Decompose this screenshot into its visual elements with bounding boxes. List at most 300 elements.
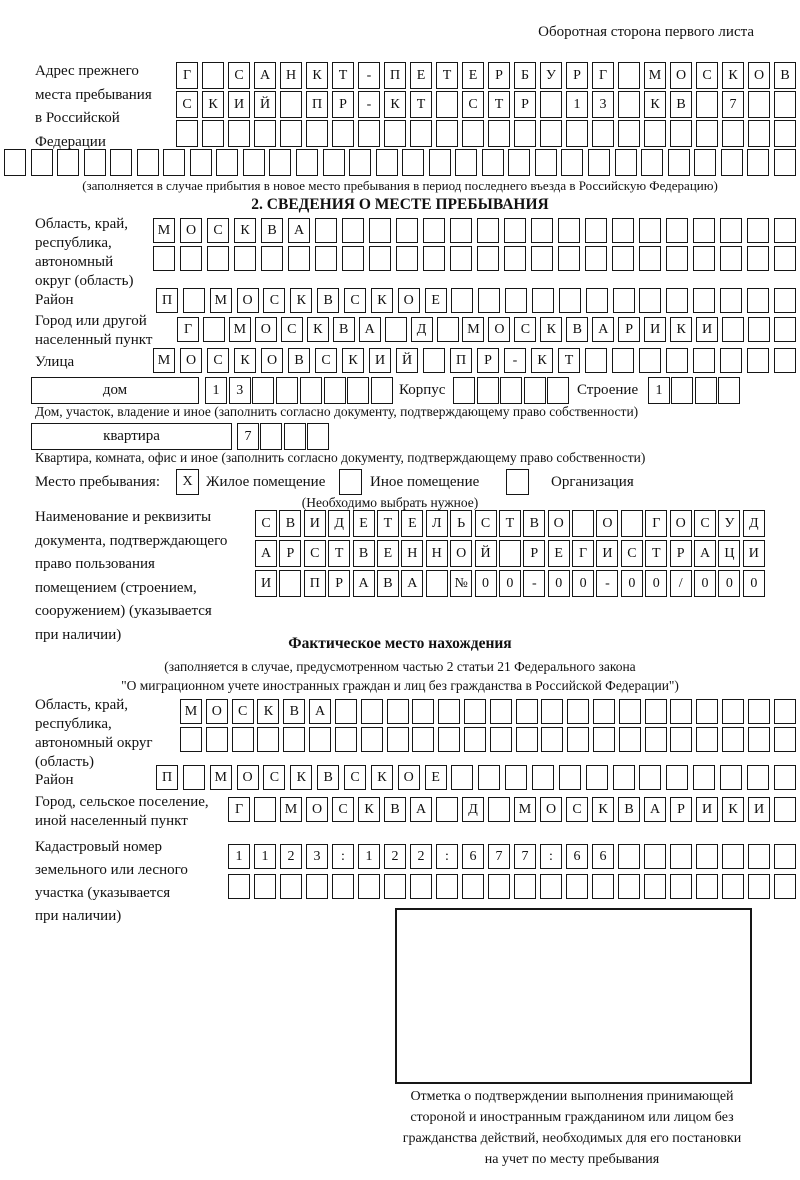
char-cell[interactable]: [612, 218, 634, 243]
char-cell[interactable]: [464, 727, 486, 752]
char-cell[interactable]: 1: [254, 844, 276, 869]
char-cell[interactable]: [615, 149, 637, 176]
char-cell[interactable]: О: [488, 317, 510, 342]
char-cell[interactable]: [774, 91, 796, 118]
char-cell[interactable]: О: [206, 699, 228, 724]
char-cell[interactable]: [621, 510, 643, 537]
char-cell[interactable]: О: [398, 288, 420, 313]
char-cell[interactable]: [639, 246, 661, 271]
char-cell[interactable]: [254, 874, 276, 899]
char-cell[interactable]: [451, 288, 473, 313]
char-cell[interactable]: [541, 727, 563, 752]
char-cell[interactable]: 0: [621, 570, 643, 597]
char-cell[interactable]: [309, 727, 331, 752]
char-cell[interactable]: [593, 727, 615, 752]
char-cell[interactable]: [696, 874, 718, 899]
char-cell[interactable]: [396, 246, 418, 271]
char-cell[interactable]: [387, 727, 409, 752]
char-cell[interactable]: [748, 120, 770, 147]
char-cell[interactable]: [693, 246, 715, 271]
char-cell[interactable]: [722, 120, 744, 147]
char-cell[interactable]: И: [255, 570, 277, 597]
char-cell[interactable]: [438, 727, 460, 752]
char-cell[interactable]: [566, 874, 588, 899]
char-cell[interactable]: М: [644, 62, 666, 89]
char-cell[interactable]: 1: [205, 377, 227, 404]
char-cell[interactable]: В: [283, 699, 305, 724]
char-cell[interactable]: [315, 218, 337, 243]
char-cell[interactable]: [504, 218, 526, 243]
char-cell[interactable]: [722, 699, 744, 724]
char-cell[interactable]: [306, 120, 328, 147]
char-cell[interactable]: [693, 288, 715, 313]
char-cell[interactable]: Е: [425, 288, 447, 313]
char-cell[interactable]: К: [670, 317, 692, 342]
char-cell[interactable]: [437, 317, 459, 342]
char-cell[interactable]: [747, 149, 769, 176]
char-cell[interactable]: С: [304, 540, 326, 567]
char-cell[interactable]: [324, 377, 346, 404]
char-cell[interactable]: [644, 874, 666, 899]
char-cell[interactable]: И: [596, 540, 618, 567]
char-cell[interactable]: [280, 91, 302, 118]
char-cell[interactable]: О: [540, 797, 562, 822]
char-cell[interactable]: [488, 874, 510, 899]
char-cell[interactable]: [396, 218, 418, 243]
char-cell[interactable]: [276, 377, 298, 404]
char-cell[interactable]: Й: [254, 91, 276, 118]
char-cell[interactable]: [514, 874, 536, 899]
char-cell[interactable]: [585, 348, 607, 373]
char-cell[interactable]: -: [504, 348, 526, 373]
char-cell[interactable]: К: [257, 699, 279, 724]
char-cell[interactable]: [436, 874, 458, 899]
stay-organization-checkbox[interactable]: [506, 469, 529, 495]
char-cell[interactable]: [153, 246, 175, 271]
char-cell[interactable]: -: [596, 570, 618, 597]
char-cell[interactable]: [593, 699, 615, 724]
char-cell[interactable]: [477, 246, 499, 271]
char-cell[interactable]: [4, 149, 26, 176]
char-cell[interactable]: Р: [328, 570, 350, 597]
char-cell[interactable]: [315, 246, 337, 271]
char-cell[interactable]: [774, 149, 796, 176]
char-cell[interactable]: В: [261, 218, 283, 243]
char-cell[interactable]: Т: [410, 91, 432, 118]
char-cell[interactable]: И: [748, 797, 770, 822]
char-cell[interactable]: А: [694, 540, 716, 567]
char-cell[interactable]: [296, 149, 318, 176]
char-cell[interactable]: [774, 288, 796, 313]
char-cell[interactable]: [774, 699, 796, 724]
char-cell[interactable]: Г: [228, 797, 250, 822]
char-cell[interactable]: [477, 218, 499, 243]
char-cell[interactable]: Л: [426, 510, 448, 537]
char-cell[interactable]: [747, 348, 769, 373]
char-cell[interactable]: [666, 765, 688, 790]
char-cell[interactable]: Р: [332, 91, 354, 118]
char-cell[interactable]: О: [237, 765, 259, 790]
char-cell[interactable]: В: [377, 570, 399, 597]
char-cell[interactable]: [531, 246, 553, 271]
char-cell[interactable]: Р: [477, 348, 499, 373]
char-cell[interactable]: Р: [514, 91, 536, 118]
char-cell[interactable]: [306, 874, 328, 899]
char-cell[interactable]: [183, 765, 205, 790]
char-cell[interactable]: 0: [645, 570, 667, 597]
char-cell[interactable]: 1: [358, 844, 380, 869]
char-cell[interactable]: У: [540, 62, 562, 89]
char-cell[interactable]: [720, 765, 742, 790]
char-cell[interactable]: [572, 510, 594, 537]
char-cell[interactable]: [216, 149, 238, 176]
char-cell[interactable]: [163, 149, 185, 176]
char-cell[interactable]: [670, 844, 692, 869]
char-cell[interactable]: Г: [572, 540, 594, 567]
char-cell[interactable]: [488, 120, 510, 147]
char-cell[interactable]: [670, 874, 692, 899]
char-cell[interactable]: [645, 727, 667, 752]
char-cell[interactable]: [585, 218, 607, 243]
char-cell[interactable]: [438, 699, 460, 724]
char-cell[interactable]: [349, 149, 371, 176]
stay-residential-checkbox[interactable]: X: [176, 469, 199, 495]
char-cell[interactable]: М: [462, 317, 484, 342]
char-cell[interactable]: П: [450, 348, 472, 373]
char-cell[interactable]: Т: [645, 540, 667, 567]
char-cell[interactable]: [410, 874, 432, 899]
char-cell[interactable]: [693, 348, 715, 373]
char-cell[interactable]: [558, 246, 580, 271]
char-cell[interactable]: [693, 765, 715, 790]
char-cell[interactable]: В: [288, 348, 310, 373]
char-cell[interactable]: [450, 246, 472, 271]
char-cell[interactable]: [387, 699, 409, 724]
char-cell[interactable]: О: [261, 348, 283, 373]
char-cell[interactable]: Т: [332, 62, 354, 89]
char-cell[interactable]: [774, 765, 796, 790]
char-cell[interactable]: [482, 149, 504, 176]
char-cell[interactable]: Е: [401, 510, 423, 537]
char-cell[interactable]: 0: [548, 570, 570, 597]
char-cell[interactable]: [31, 149, 53, 176]
char-cell[interactable]: Е: [462, 62, 484, 89]
char-cell[interactable]: 0: [694, 570, 716, 597]
char-cell[interactable]: С: [344, 765, 366, 790]
char-cell[interactable]: [228, 874, 250, 899]
char-cell[interactable]: [376, 149, 398, 176]
char-cell[interactable]: [453, 377, 475, 404]
char-cell[interactable]: [429, 149, 451, 176]
char-cell[interactable]: И: [644, 317, 666, 342]
char-cell[interactable]: С: [462, 91, 484, 118]
char-cell[interactable]: [618, 120, 640, 147]
char-cell[interactable]: [747, 246, 769, 271]
char-cell[interactable]: П: [304, 570, 326, 597]
char-cell[interactable]: [361, 699, 383, 724]
char-cell[interactable]: [696, 91, 718, 118]
char-cell[interactable]: Е: [410, 62, 432, 89]
char-cell[interactable]: О: [237, 288, 259, 313]
char-cell[interactable]: [283, 727, 305, 752]
char-cell[interactable]: [455, 149, 477, 176]
char-cell[interactable]: П: [306, 91, 328, 118]
char-cell[interactable]: Г: [592, 62, 614, 89]
char-cell[interactable]: [260, 423, 282, 450]
char-cell[interactable]: К: [371, 765, 393, 790]
char-cell[interactable]: Ь: [450, 510, 472, 537]
char-cell[interactable]: 3: [229, 377, 251, 404]
char-cell[interactable]: Б: [514, 62, 536, 89]
char-cell[interactable]: [747, 765, 769, 790]
char-cell[interactable]: [504, 246, 526, 271]
char-cell[interactable]: [412, 699, 434, 724]
char-cell[interactable]: [639, 765, 661, 790]
char-cell[interactable]: 1: [566, 91, 588, 118]
char-cell[interactable]: А: [255, 540, 277, 567]
char-cell[interactable]: В: [317, 288, 339, 313]
char-cell[interactable]: 7: [237, 423, 259, 450]
char-cell[interactable]: 7: [514, 844, 536, 869]
char-cell[interactable]: Д: [462, 797, 484, 822]
char-cell[interactable]: О: [670, 62, 692, 89]
char-cell[interactable]: [505, 288, 527, 313]
char-cell[interactable]: С: [255, 510, 277, 537]
char-cell[interactable]: Д: [411, 317, 433, 342]
char-cell[interactable]: [720, 218, 742, 243]
char-cell[interactable]: [774, 727, 796, 752]
char-cell[interactable]: [307, 423, 329, 450]
char-cell[interactable]: [323, 149, 345, 176]
char-cell[interactable]: Й: [396, 348, 418, 373]
char-cell[interactable]: [639, 348, 661, 373]
char-cell[interactable]: [478, 765, 500, 790]
char-cell[interactable]: М: [210, 288, 232, 313]
char-cell[interactable]: Р: [670, 540, 692, 567]
char-cell[interactable]: Т: [436, 62, 458, 89]
stay-other-premises-checkbox[interactable]: [339, 469, 362, 495]
char-cell[interactable]: [202, 120, 224, 147]
char-cell[interactable]: [280, 120, 302, 147]
char-cell[interactable]: [774, 246, 796, 271]
char-cell[interactable]: В: [317, 765, 339, 790]
char-cell[interactable]: [567, 727, 589, 752]
char-cell[interactable]: А: [309, 699, 331, 724]
char-cell[interactable]: 0: [475, 570, 497, 597]
char-cell[interactable]: 0: [499, 570, 521, 597]
char-cell[interactable]: О: [255, 317, 277, 342]
char-cell[interactable]: С: [332, 797, 354, 822]
char-cell[interactable]: Д: [328, 510, 350, 537]
char-cell[interactable]: /: [670, 570, 692, 597]
char-cell[interactable]: Г: [176, 62, 198, 89]
char-cell[interactable]: М: [280, 797, 302, 822]
char-cell[interactable]: А: [359, 317, 381, 342]
char-cell[interactable]: [402, 149, 424, 176]
char-cell[interactable]: [722, 844, 744, 869]
char-cell[interactable]: [748, 91, 770, 118]
char-cell[interactable]: [514, 120, 536, 147]
char-cell[interactable]: [254, 120, 276, 147]
char-cell[interactable]: [540, 120, 562, 147]
char-cell[interactable]: [592, 874, 614, 899]
char-cell[interactable]: [619, 699, 641, 724]
char-cell[interactable]: С: [566, 797, 588, 822]
char-cell[interactable]: [639, 288, 661, 313]
char-cell[interactable]: С: [475, 510, 497, 537]
char-cell[interactable]: С: [281, 317, 303, 342]
char-cell[interactable]: К: [234, 348, 256, 373]
char-cell[interactable]: М: [153, 348, 175, 373]
char-cell[interactable]: [774, 317, 796, 342]
char-cell[interactable]: С: [263, 288, 285, 313]
char-cell[interactable]: А: [353, 570, 375, 597]
char-cell[interactable]: [358, 120, 380, 147]
char-cell[interactable]: К: [722, 797, 744, 822]
char-cell[interactable]: О: [450, 540, 472, 567]
char-cell[interactable]: К: [644, 91, 666, 118]
char-cell[interactable]: -: [358, 91, 380, 118]
char-cell[interactable]: К: [358, 797, 380, 822]
char-cell[interactable]: М: [180, 699, 202, 724]
char-cell[interactable]: [490, 699, 512, 724]
char-cell[interactable]: [696, 699, 718, 724]
char-cell[interactable]: Д: [743, 510, 765, 537]
char-cell[interactable]: [558, 218, 580, 243]
char-cell[interactable]: И: [743, 540, 765, 567]
char-cell[interactable]: У: [718, 510, 740, 537]
char-cell[interactable]: 0: [572, 570, 594, 597]
char-cell[interactable]: [532, 288, 554, 313]
char-cell[interactable]: [426, 570, 448, 597]
char-cell[interactable]: [540, 874, 562, 899]
char-cell[interactable]: [288, 246, 310, 271]
char-cell[interactable]: 3: [592, 91, 614, 118]
char-cell[interactable]: Р: [523, 540, 545, 567]
char-cell[interactable]: [335, 699, 357, 724]
char-cell[interactable]: [234, 246, 256, 271]
char-cell[interactable]: [561, 149, 583, 176]
char-cell[interactable]: [180, 246, 202, 271]
char-cell[interactable]: [190, 149, 212, 176]
char-cell[interactable]: [261, 246, 283, 271]
char-cell[interactable]: [666, 218, 688, 243]
char-cell[interactable]: Е: [377, 540, 399, 567]
char-cell[interactable]: Р: [566, 62, 588, 89]
char-cell[interactable]: [748, 699, 770, 724]
char-cell[interactable]: [254, 797, 276, 822]
char-cell[interactable]: [423, 218, 445, 243]
char-cell[interactable]: О: [548, 510, 570, 537]
char-cell[interactable]: [361, 727, 383, 752]
char-cell[interactable]: [748, 874, 770, 899]
char-cell[interactable]: К: [540, 317, 562, 342]
char-cell[interactable]: К: [306, 62, 328, 89]
char-cell[interactable]: [774, 844, 796, 869]
char-cell[interactable]: [342, 218, 364, 243]
char-cell[interactable]: В: [566, 317, 588, 342]
char-cell[interactable]: [722, 874, 744, 899]
char-cell[interactable]: К: [371, 288, 393, 313]
char-cell[interactable]: [203, 317, 225, 342]
char-cell[interactable]: [718, 377, 740, 404]
char-cell[interactable]: [774, 874, 796, 899]
char-cell[interactable]: П: [156, 288, 178, 313]
char-cell[interactable]: [369, 246, 391, 271]
char-cell[interactable]: [748, 727, 770, 752]
char-cell[interactable]: А: [410, 797, 432, 822]
char-cell[interactable]: Т: [558, 348, 580, 373]
char-cell[interactable]: 2: [384, 844, 406, 869]
char-cell[interactable]: К: [202, 91, 224, 118]
char-cell[interactable]: [559, 765, 581, 790]
char-cell[interactable]: [451, 765, 473, 790]
char-cell[interactable]: [137, 149, 159, 176]
char-cell[interactable]: [500, 377, 522, 404]
char-cell[interactable]: [516, 727, 538, 752]
char-cell[interactable]: 2: [280, 844, 302, 869]
char-cell[interactable]: [618, 91, 640, 118]
char-cell[interactable]: [559, 288, 581, 313]
char-cell[interactable]: М: [153, 218, 175, 243]
char-cell[interactable]: [618, 874, 640, 899]
char-cell[interactable]: 6: [566, 844, 588, 869]
char-cell[interactable]: С: [207, 218, 229, 243]
char-cell[interactable]: [670, 120, 692, 147]
char-cell[interactable]: К: [342, 348, 364, 373]
char-cell[interactable]: [280, 874, 302, 899]
char-cell[interactable]: И: [369, 348, 391, 373]
char-cell[interactable]: О: [670, 510, 692, 537]
char-cell[interactable]: И: [304, 510, 326, 537]
char-cell[interactable]: [613, 765, 635, 790]
char-cell[interactable]: [547, 377, 569, 404]
char-cell[interactable]: [720, 288, 742, 313]
char-cell[interactable]: [332, 874, 354, 899]
char-cell[interactable]: [488, 797, 510, 822]
char-cell[interactable]: М: [210, 765, 232, 790]
char-cell[interactable]: [586, 765, 608, 790]
char-cell[interactable]: [436, 120, 458, 147]
char-cell[interactable]: [645, 699, 667, 724]
char-cell[interactable]: [176, 120, 198, 147]
char-cell[interactable]: С: [176, 91, 198, 118]
char-cell[interactable]: С: [344, 288, 366, 313]
char-cell[interactable]: 0: [718, 570, 740, 597]
char-cell[interactable]: [332, 120, 354, 147]
char-cell[interactable]: [721, 149, 743, 176]
char-cell[interactable]: [618, 844, 640, 869]
char-cell[interactable]: [588, 149, 610, 176]
char-cell[interactable]: [358, 874, 380, 899]
char-cell[interactable]: В: [384, 797, 406, 822]
char-cell[interactable]: Ц: [718, 540, 740, 567]
char-cell[interactable]: [641, 149, 663, 176]
char-cell[interactable]: [722, 727, 744, 752]
char-cell[interactable]: А: [288, 218, 310, 243]
char-cell[interactable]: К: [290, 765, 312, 790]
char-cell[interactable]: Й: [475, 540, 497, 567]
char-cell[interactable]: [567, 699, 589, 724]
char-cell[interactable]: [462, 874, 484, 899]
char-cell[interactable]: Г: [177, 317, 199, 342]
char-cell[interactable]: С: [694, 510, 716, 537]
char-cell[interactable]: [423, 348, 445, 373]
char-cell[interactable]: [347, 377, 369, 404]
char-cell[interactable]: [613, 288, 635, 313]
char-cell[interactable]: [412, 727, 434, 752]
char-cell[interactable]: 1: [228, 844, 250, 869]
